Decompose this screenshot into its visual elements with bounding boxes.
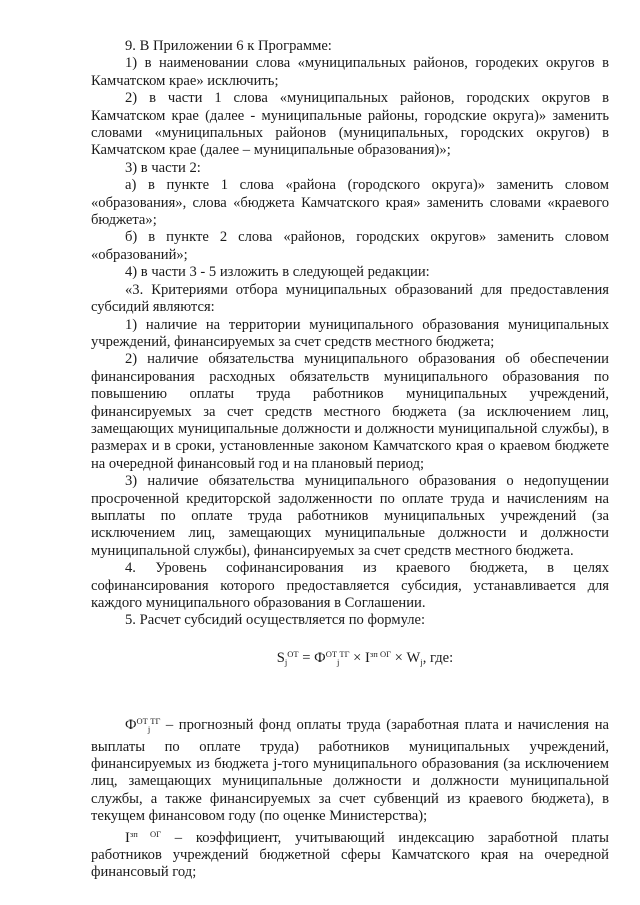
definition-phi (91, 713, 609, 825)
definition-i-sup: зп ОГ (129, 828, 162, 839)
formula-phi: Ф (314, 649, 326, 666)
definition-i (91, 826, 609, 882)
definition-phi-sup2: ТГ (150, 716, 161, 727)
formula-phi-sub: j (337, 656, 340, 667)
formula-phi-sup: ОТ (325, 648, 338, 659)
paragraph-subitem-1: 1) в наименовании слова «муниципальных районов, городеких округов в Камчатском крае» исключить; (91, 55, 609, 89)
formula-w-sub: j (420, 656, 423, 667)
paragraph-subitem-2: 2) в части 1 слова «муниципальных районов, городских округов в Камчатском крае (далее - муниципальные районы, городские округа)» заменить словами «муниципальных районов (муниципальных, городских округов) в Камчатском крае (далее – муниципальные образования)»; (91, 90, 609, 159)
paragraph-criterion-3: 3) наличие обязательства муниципального образования о недопущении просроченной кредиторской задолженности по оплате труда и начислениям на выплаты по оплате труда работников муниципальных учреждений (за исключением лиц, замещающих муниципальные должности и должности муниципальной службы), финансируемых за счет средств местного бюджета. (91, 473, 609, 559)
paragraph-criterion-2: 2) наличие обязательства муниципального образования об обеспечении финансирования расходных обязательств муниципального образования по повышению оплаты труда работников муниципальных учреждений, финансируемых за счет средств местного бюджета (за исключением лиц, замещающих муниципальные должности и должности муниципальной службы), в размерах и в сроки, установленные законом Камчатского края о краевом бюджете на очередной финансовый год и на плановый период; (91, 351, 609, 472)
formula-w: W (406, 649, 421, 666)
paragraph-item-9: 9. В Приложении 6 к Программе: (125, 38, 332, 54)
formula-times-2: × (391, 649, 407, 666)
paragraph-formula-intro: 5. Расчет субсидий осуществляется по формуле: (125, 612, 426, 629)
formula-i: I (365, 649, 370, 666)
formula-phi-sup2: ТГ (339, 648, 350, 659)
definition-phi-symbol: Ф (125, 717, 137, 734)
document-page (91, 38, 609, 882)
formula-eq: = (298, 649, 315, 666)
definition-i-text: – коэффициент, учитывающий индексацию заработной платы работников учреждений бюджетной сферы Камчатского края на очередной финансовый год; (91, 829, 609, 881)
formula-i-sup: зп ОГ (369, 648, 392, 659)
formula-times-1: × (349, 649, 366, 666)
paragraph-criterion-1: 1) наличие на территории муниципального образования муниципальных учреждений, финансируемых за счет средств местного бюджета; (91, 316, 609, 350)
definition-phi-sub: j (147, 724, 151, 735)
formula-s-sub: j (284, 656, 288, 667)
paragraph-criteria-intro: «3. Критериями отбора муниципальных образований для предоставления субсидий являются: (91, 281, 609, 316)
definition-i-symbol: I (125, 829, 130, 846)
paragraph-subitem-3b: б) в пункте 2 слова «районов, городских округов» заменить словом «образований»; (91, 229, 609, 263)
paragraph-subitem-3: 3) в части 2: (125, 159, 201, 176)
definition-phi-text: – прогнозный фонд оплаты труда (заработная плата и начисления на выплаты по оплате труда) работников муниципальных учреждений, финансируемых из бюджета j-того муниципального образования (за исключением лиц, замещающих муниципальные должности и должности муниципальной службы, а также финансируемых за счет субвенций из краевого бюджета), в текущем финансовом году (по оценке Министерства); (91, 717, 609, 825)
subsidy-formula (91, 646, 609, 671)
paragraph-subitem-3a: а) в пункте 1 слова «района (городского округа)» заменить словом «образования», слова «бюджета Камчатского края» заменить словами «краевого бюджета»; (91, 177, 609, 229)
paragraph-subitem-4: 4) в части 3 - 5 изложить в следующей редакции: (125, 264, 430, 281)
formula-s-sup: ОТ (287, 648, 299, 659)
paragraph-cofinancing-level: 4. Уровень софинансирования из краевого бюджета, в целях софинансирования которого предоставляется субсидия, устанавливается для каждого муниципального образования в Соглашении. (91, 560, 609, 611)
formula-tail: , где: (422, 649, 454, 666)
formula-s: S (276, 649, 285, 666)
definition-phi-sup: ОТ (136, 716, 148, 727)
